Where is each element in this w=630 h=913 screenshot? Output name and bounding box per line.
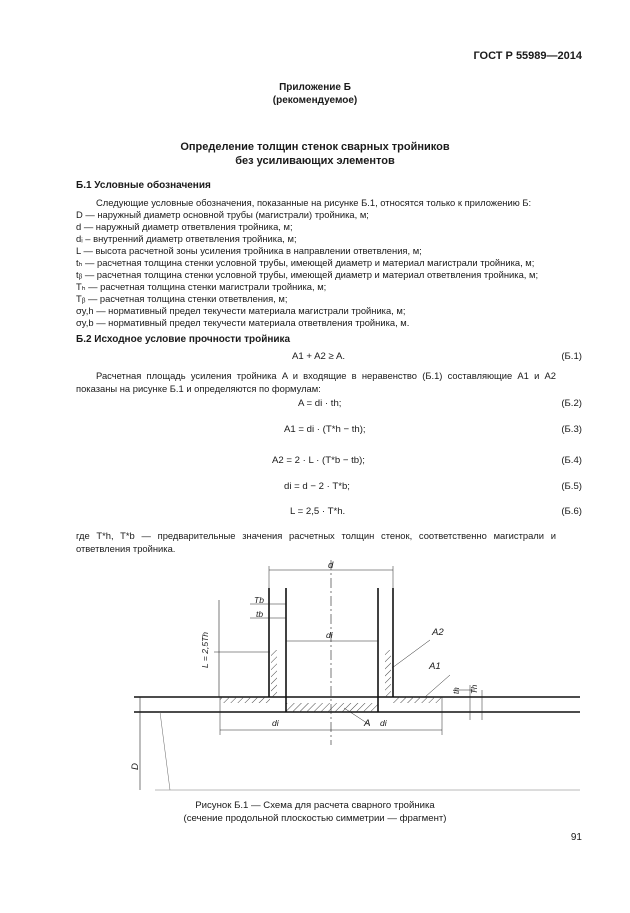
dim-di-bottom-right: di [380, 718, 387, 728]
dim-L-label: L = 2,5Th [200, 632, 210, 668]
annex-note: (рекомендуемое) [272, 95, 358, 106]
dim-di-label: di [326, 630, 333, 640]
area-a1-right [392, 697, 442, 703]
section1-heading: Б.1 Условные обозначения [76, 180, 211, 191]
dim-di-bottom-left: di [272, 718, 279, 728]
figure-caption: Рисунок Б.1 — Схема для расчета сварного тройника [195, 800, 435, 811]
symbol-item: dᵢ – внутренний диаметр ответвления тройника, м; [76, 233, 297, 244]
symbol-item: tᵦ — расчетная толщина стенки условной трубы, имеющей диаметр и материал ответвления тройника, м; [76, 269, 539, 280]
area-a2-right [385, 650, 391, 697]
page-number: 91 [570, 832, 582, 843]
dim-tb-upper-label: Tb [254, 595, 264, 605]
dim-tb-lower-label: tb [256, 609, 264, 619]
label-a: A [364, 718, 371, 729]
equation-number: (Б.3) [561, 424, 582, 435]
section-title-line2: без усиливающих элементов [235, 155, 395, 167]
equation-number: (Б.6) [561, 506, 582, 517]
symbol-item: D — наружный диаметр основной трубы (магистрали) тройника, м; [76, 209, 369, 220]
symbol-item: σy,h — нормативный предел текучести материала магистрали тройника, м; [76, 305, 406, 316]
symbol-item: Tᵦ — расчетная толщина стенки ответвления, м; [76, 293, 288, 304]
section-title-line1: Определение толщин стенок сварных тройников [180, 141, 450, 153]
area-a2-left [271, 650, 277, 697]
equation-b1: A1 + A2 ≥ A. [292, 351, 346, 362]
symbol-item: Tₕ — расчетная толщина стенки магистрали тройника, м; [76, 281, 327, 292]
section2-paragraph: Расчетная площадь усиления тройника A и входящие в неравенство (Б.1) составляющие A1 и A2 показаны на рисунке Б.1 и определяются по формулам: [76, 370, 556, 394]
annex-title: Приложение Б [279, 82, 351, 93]
equation-b4: A2 = 2 · L · (T*b − tb); [272, 455, 365, 466]
symbol-item: tₕ — расчетная толщина стенки условной трубы, имеющей диаметр и материал магистрали тройника, м; [76, 257, 535, 268]
equation-number: (Б.2) [561, 398, 582, 409]
figure-caption-note: (сечение продольной плоскостью симметрии — фрагмент) [183, 813, 447, 824]
label-Th: Th [470, 684, 479, 694]
area-a1-left [220, 697, 270, 703]
equation-b6: L = 2,5 · T*h. [290, 506, 346, 517]
where-clause: где T*h, T*b — предварительные значения расчетных толщин стенок, соответственно магистрали и ответвления тройника. [76, 530, 556, 554]
symbol-item: σy,b — нормативный предел текучести материала ответвления тройника, м. [76, 317, 410, 328]
equation-number: (Б.4) [561, 455, 582, 466]
equation-b3: A1 = di · (T*h − th); [284, 424, 366, 435]
symbol-item: L — высота расчетной зоны усиления тройника в направлении ответвления, м; [76, 245, 422, 256]
document-header: ГОСТ Р 55989—2014 [473, 50, 582, 62]
symbol-item: d — наружный диаметр ответвления тройника, м; [76, 221, 293, 232]
area-a [286, 703, 378, 712]
equation-b5: di = d − 2 · T*b; [284, 481, 350, 492]
equation-number: (Б.5) [561, 481, 582, 492]
label-th: th [452, 687, 461, 694]
equation-b2: A = di · th; [298, 398, 342, 409]
equation-number: (Б.1) [561, 351, 582, 362]
label-a1: A1 [429, 661, 441, 672]
dim-D-label: D [130, 763, 141, 770]
section2-heading: Б.2 Исходное условие прочности тройника [76, 334, 291, 345]
label-a2: A2 [432, 627, 444, 638]
dim-d-label: d [328, 560, 334, 571]
section1-intro: Следующие условные обозначения, показанные на рисунке Б.1, относятся только к приложению Б: [96, 197, 532, 208]
